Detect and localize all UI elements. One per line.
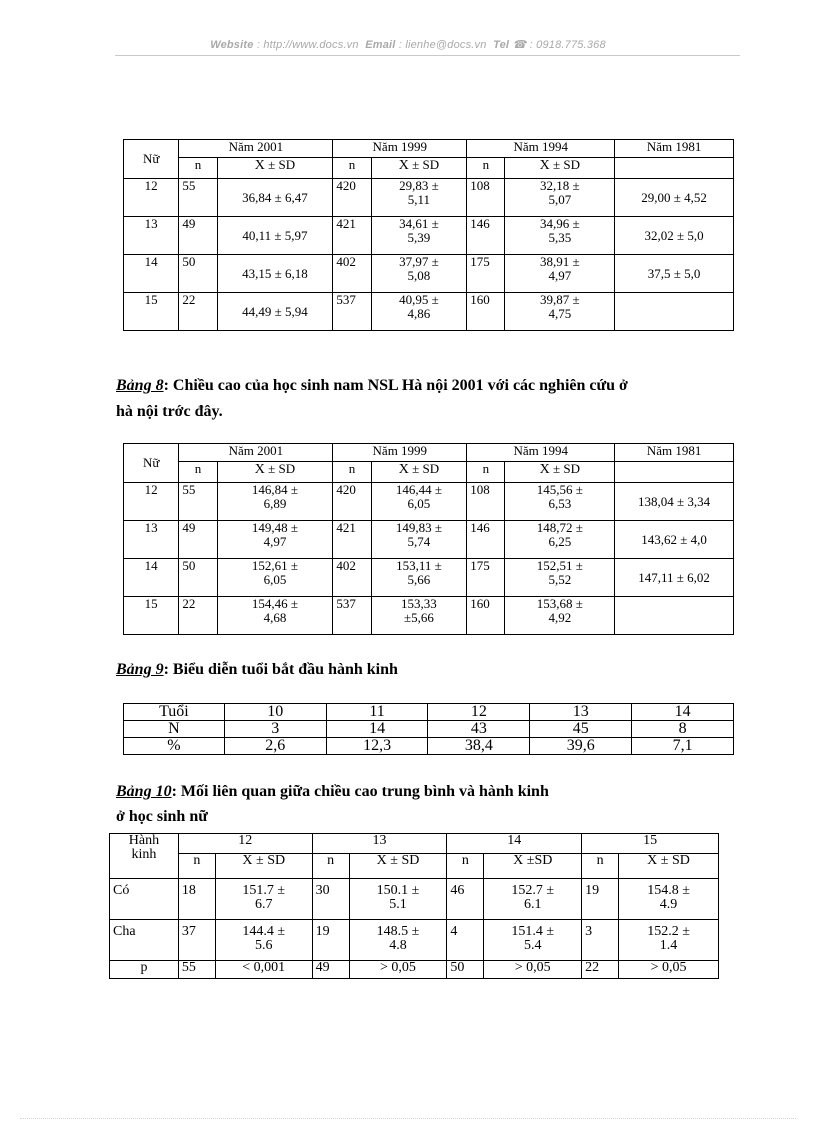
menarche-table [123,703,734,755]
table-8-label: Bảng 8 [116,377,164,394]
website-url[interactable]: : http://www.docs.vn [256,39,359,51]
email-address[interactable]: : lienhe@docs.vn [398,39,487,51]
table-row: 12 55 36,84 ± 6,47 420 29,83 ± 5,11 108 32,18 ± 5,07 29,00 ± 4,52 [124,179,734,217]
mean-sd-header: X ± SD [371,462,467,483]
mean-sd-header: X ±SD [484,854,582,879]
age-header: 15 [582,834,719,854]
table-row: 12 55 146,84 ± 6,89 420 146,44 ± 6,05 108 145,56 ± 6,53 138,04 ± 3,34 [124,483,734,521]
mean-sd-header: X ± SD [217,158,333,179]
tel-label: Tel [493,39,510,51]
row-header-label: Hành kinh [110,834,179,879]
n-header: n [333,462,371,483]
empty-cell [615,462,734,483]
year-header: Năm 1981 [615,444,734,462]
mean-sd-header: X ± SD [215,854,312,879]
year-header: Năm 1999 [333,444,467,462]
empty-cell [615,158,734,179]
n-header: n [179,158,217,179]
mean-sd-header: X ± SD [349,854,447,879]
age-header: 14 [447,834,582,854]
table-10-caption: Bảng 10: Mối liên quan giữa chiều cao trung bình và hành kinh ở học sinh nữ [116,783,549,825]
tel-number: : 0918.775.368 [529,39,606,51]
table-row: 13 49 149,48 ± 4,97 421 149,83 ± 5,74 146 148,72 ± 6,25 143,62 ± 4,0 [124,521,734,559]
year-header: Năm 1981 [615,140,734,158]
n-header: n [333,158,371,179]
n-header: n [582,854,619,879]
year-header: Năm 1994 [467,444,615,462]
mean-sd-header: X ± SD [371,158,467,179]
relation-table [109,833,719,979]
mean-sd-header: X ± SD [619,854,719,879]
table-row: Cha 37 144.4 ± 5.6 19 148.5 ± 4.8 4 151.4 ± 5.4 3 152.2 ± 1.4 [110,920,719,961]
footer-divider [20,1118,796,1119]
row-header-label: Nữ [124,444,179,483]
table-row: Tuổi 10 11 12 13 14 [124,704,734,721]
table-row: 14 50 43,15 ± 6,18 402 37,97 ± 5,08 175 38,91 ± 4,97 37,5 ± 5,0 [124,255,734,293]
table-row: p 55 < 0,001 49 > 0,05 50 > 0,05 22 > 0,05 [110,961,719,979]
table-8-caption: Bảng 8: Chiều cao của học sinh nam NSL Hà nội 2001 với các nghiên cứu ở hà nội trớc đây. [116,377,628,420]
year-header: Năm 2001 [179,444,333,462]
table-row: Có 18 151.7 ± 6.7 30 150.1 ± 5.1 46 152.7 ± 6.1 19 154.8 ± 4.9 [110,879,719,920]
table-row: 14 50 152,61 ± 6,05 402 153,11 ± 5,66 175 152,51 ± 5,52 147,11 ± 6,02 [124,559,734,597]
table-row: % 2,6 12,3 38,4 39,6 7,1 [124,738,734,755]
phone-icon: ☎ [512,39,527,51]
year-header: Năm 1994 [467,140,615,158]
table-9-caption: Bảng 9: Biểu diễn tuổi bắt đầu hành kinh [116,661,398,678]
year-header: Năm 1999 [333,140,467,158]
n-header: n [312,854,349,879]
table-10-label: Bảng 10 [116,783,172,800]
n-header: n [179,462,217,483]
table-row: N 3 14 43 45 8 [124,721,734,738]
header-divider [115,55,740,56]
row-header-label: Nữ [124,140,179,179]
n-header: n [447,854,484,879]
age-header: 13 [312,834,447,854]
page-header [0,38,816,51]
email-label: Email [365,39,396,51]
mean-sd-header: X ± SD [505,158,615,179]
n-header: n [178,854,215,879]
table-row: 15 22 154,46 ± 4,68 537 153,33 ±5,66 160 153,68 ± 4,92 [124,597,734,635]
height-table [123,443,734,635]
table-row: 15 22 44,49 ± 5,94 537 40,95 ± 4,86 160 39,87 ± 4,75 [124,293,734,331]
mean-sd-header: X ± SD [217,462,333,483]
n-header: n [467,462,505,483]
n-header: n [467,158,505,179]
age-header: 12 [178,834,312,854]
mean-sd-header: X ± SD [505,462,615,483]
table-row: 13 49 40,11 ± 5,97 421 34,61 ± 5,39 146 34,96 ± 5,35 32,02 ± 5,0 [124,217,734,255]
year-header: Năm 2001 [179,140,333,158]
weight-table [123,139,734,331]
website-label: Website [210,39,254,51]
table-9-label: Bảng 9 [116,661,164,678]
